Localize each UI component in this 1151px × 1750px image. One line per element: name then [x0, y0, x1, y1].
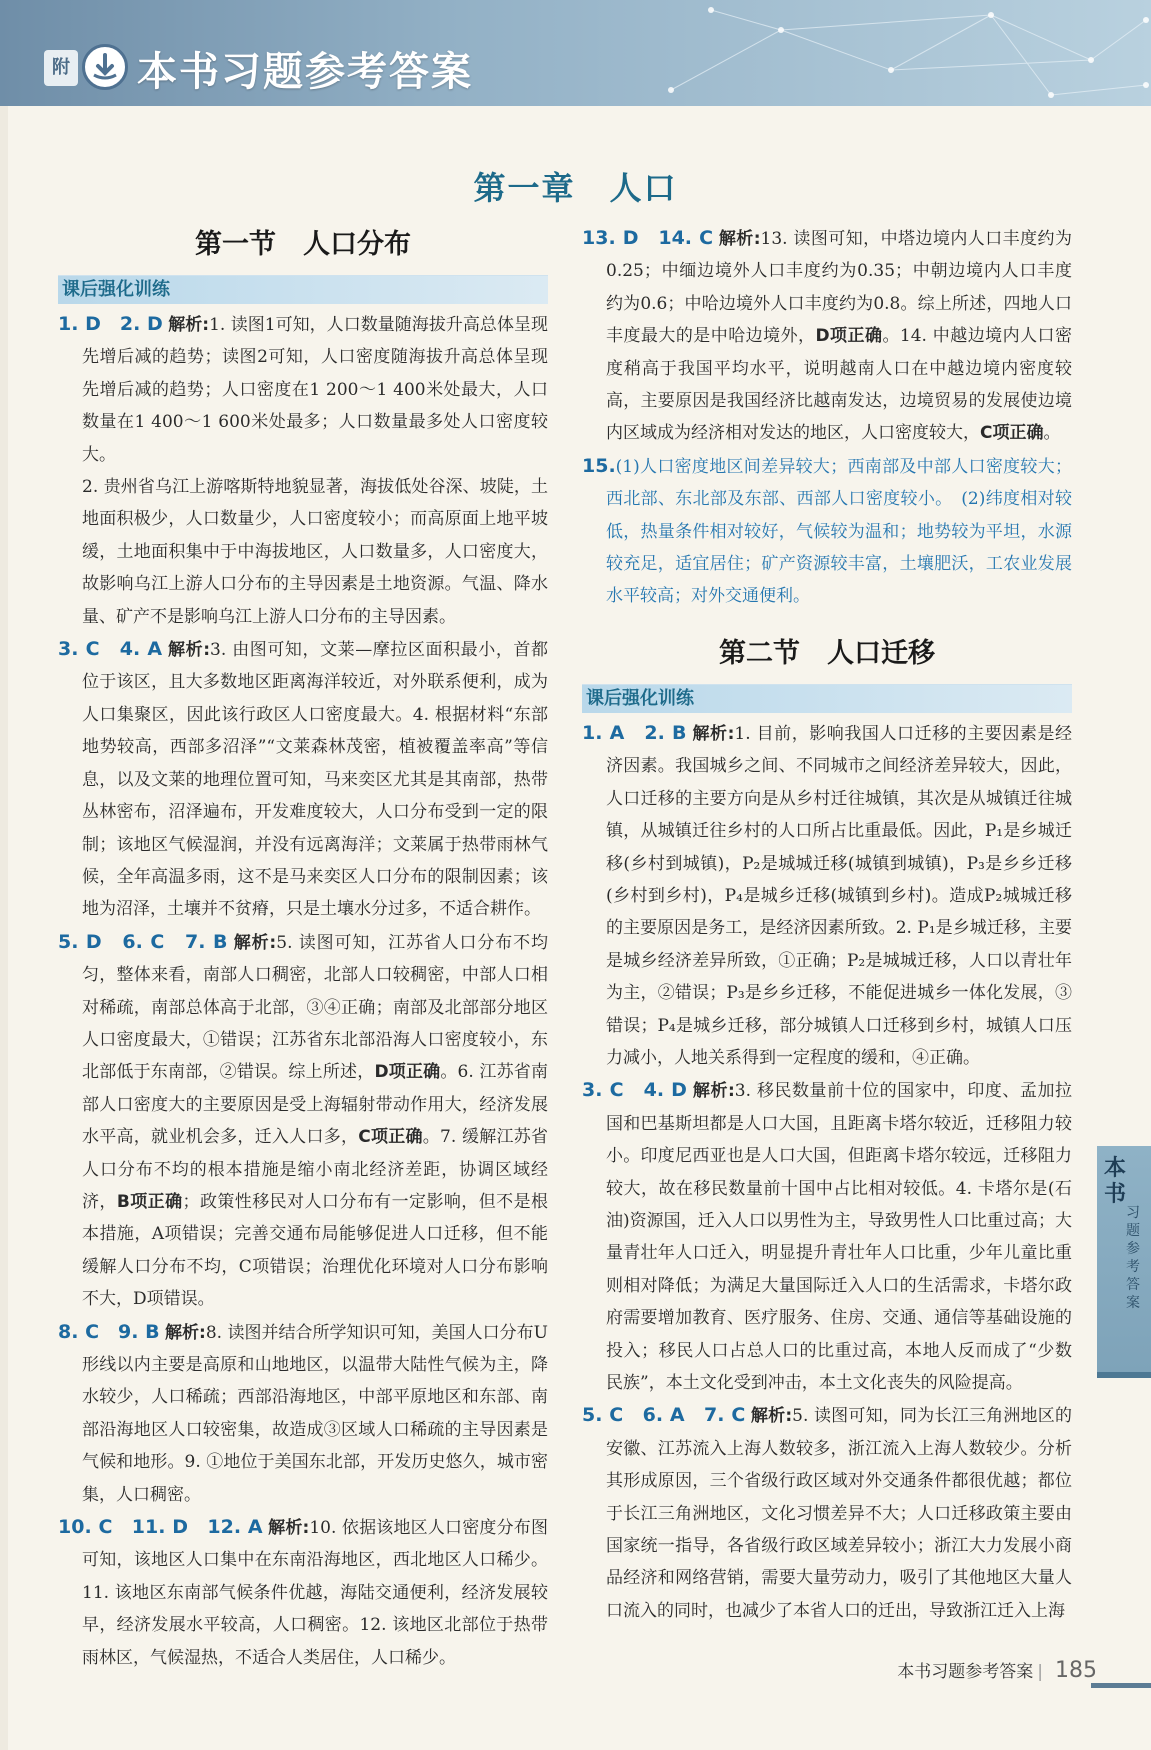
- answer-number: 10. C 11. D 12. A: [58, 1516, 263, 1539]
- answer-number: 1. A 2. B: [582, 721, 687, 744]
- page-footer: 本书习题参考答案 | 185: [897, 1658, 1097, 1683]
- section-title: 第二节 人口迁移: [719, 637, 935, 669]
- section-tag: 课后强化训练: [58, 275, 548, 304]
- answer-item: [58, 1316, 548, 1511]
- analysis-label: 解析:: [168, 315, 210, 335]
- answer-item: [58, 308, 548, 471]
- answer-text: 5. 读图可知，同为长江三角洲地区的安徽、江苏流入上海人数较多，浙江流入上海人数较少。分析其形成原因，三个省级行政区域对外交通条件都很优越；都位于长江三角洲地区，文化习惯差异不大；人口迁移政策主要由国家统一指导，各省级行政区域差异较小；浙江大力发展小商品经济和网络营销，需要大量劳动力，吸引了其他地区大量人口流入的同时，也减少了本省人口的迁出，导致浙江迁入上海: [606, 1406, 1072, 1621]
- answer-item: [58, 633, 548, 926]
- answer-number: 8. C 9. B: [58, 1320, 160, 1343]
- analysis-label: 解析:: [750, 1406, 793, 1427]
- network-decoration-icon: [631, 0, 1151, 106]
- page-edge: [0, 106, 8, 1750]
- answer-text: 1. 目前，影响我国人口迁移的主要因素是经济因素。我国城乡之间、不同城市之间经济差异较大，因此，人口迁移的主要方向是从乡村迁往城镇，其次是从城镇迁往城镇，从城镇迁往乡村的人口所占比重最低。因此，P₁是乡城迁移(乡村到城镇)，P₂是城城迁移(城镇到城镇)，P₃是乡乡迁移(乡村到乡村)，P₄是城乡迁移(城镇到乡村)。造成P₂城城迁移的主要原因是务工，是经济因素所致。2. P₁是乡城迁移，主要是城乡经济差异所致，①正确；P₂是城城迁移，人口以青壮年为主，②错误；P₃是乡乡迁移，不能促进城乡一体化发展，③错误；P₄是城乡迁移，部分城镇人口迁移到乡村，城镇人口压力减小，人地关系得到一定程度的缓和，④正确。: [606, 723, 1073, 1068]
- page-number: 185: [1055, 1658, 1097, 1683]
- section-tag: 课后强化训练: [582, 684, 1072, 713]
- key-answer: B项正确: [116, 1191, 183, 1212]
- header-banner: [0, 0, 1151, 106]
- answer-item: [58, 1511, 548, 1674]
- answer-number: 1. D 2. D: [58, 313, 163, 335]
- answer-text: 。14. 中越边境内人口密度稍高于我国平均水平，说明越南人口在中越边境内密度较高，主要原因是我国经济比越南发达，边境贸易的发展使边境内区域成为经济相对发达的地区，人口密度较大，: [606, 326, 1072, 444]
- answer-item: [582, 450, 1072, 613]
- analysis-label: 解析:: [692, 1081, 735, 1102]
- answer-text: (1)人口密度地区间差异较大；西南部及中部人口密度较大；西北部、东北部及东部、西部人口密度较小。 (2)纬度相对较低，热量条件相对较好，气候较为温和；地势较为平坦，水源较充足，适宜居住；矿产资源较丰富，土壤肥沃，工农业发展水平较高；对外交通便利。: [606, 456, 1072, 607]
- key-answer: C项正确: [980, 423, 1044, 444]
- answer-text: 3. 移民数量前十位的国家中，印度、孟加拉国和巴基斯坦都是人口大国，且距离卡塔尔较近，迁移阻力较小。印度尼西亚也是人口大国，但距离卡塔尔较远，迁移阻力较大，故在移民数量前十国中占比相对较低。4. 卡塔尔是(石油)资源国，迁入人口以男性为主，导致男性人口比重过高；大量青壮年人口迁入，明显提升青壮年人口比重，少年儿童比重则相对降低；为满足大量国际迁入人口的生活需求，卡塔尔政府需要增加教育、医疗服务、住房、交通、通信等基础设施的投入；移民人口占总人口的比重过高，本地人反而成了“少数民族”，本土文化受到冲击，本土文化丧失的风险提高。: [606, 1081, 1073, 1393]
- key-answer: D项正确: [815, 326, 883, 347]
- answer-text: 2. 贵州省乌江上游喀斯特地貌显著，海拔低处谷深、坡陡，土地面积极少，人口数量少，人口密度较小；而高原面上地平坡缓，土地面积集中于中海拔地区，人口数量多，人口密度大，故影响乌江上游人口分布的主导因素是土地资源。气温、降水量、矿产不是影响乌江上游人口分布的主导因素。: [82, 477, 548, 627]
- book-arrow-icon: [82, 44, 128, 90]
- answer-text: 5. 读图可知，江苏省人口分布不均匀，整体来看，南部人口稠密，北部人口较稠密，中部人口相对稀疏，南部总体高于北部，③④正确；南部及北部部分地区人口密度最大，①错误；江苏省东北部沿海人口密度较小，东北部低于东南部，②错误。综上所述，: [82, 932, 549, 1083]
- key-answer: D项正确: [374, 1062, 441, 1083]
- appendix-badge: 附: [44, 50, 78, 86]
- answer-text: 1. 读图1可知，人口数量随海拔升高总体呈现先增后减的趋势；读图2可知，人口密度随海拔升高总体呈现先增后减的趋势；人口密度在1 200～1 400米处最大，人口数量在1 400～1 600米处最多；人口数量最多处人口密度较大。: [82, 315, 548, 465]
- footer-rule: [1091, 1683, 1151, 1688]
- answer-number: 15.: [582, 454, 616, 477]
- analysis-label: 解析:: [718, 229, 761, 249]
- answer-item: [58, 926, 548, 1316]
- analysis-label: 解析:: [165, 1322, 206, 1343]
- side-tab-subtitle: 习题参考答案: [1126, 1205, 1140, 1311]
- answer-text: ；政策性移民对人口分布有一定影响，但不是根本措施，A项错误；完善交通布局能够促进人口迁移，但不能缓解人口分布不均，C项错误；治理优化环境对人口分布影响不大，D项错误。: [82, 1191, 549, 1310]
- key-answer: C项正确: [358, 1127, 423, 1148]
- answer-number: 3. C 4. D: [582, 1079, 687, 1102]
- answer-item: [582, 1399, 1072, 1627]
- answer-number: 5. C 6. A 7. C: [582, 1404, 746, 1427]
- answer-item: [582, 222, 1072, 450]
- banner-title: 本书习题参考答案: [137, 49, 473, 95]
- right-column: [582, 222, 1072, 1627]
- analysis-label: 解析:: [268, 1518, 310, 1539]
- left-column: [58, 222, 548, 1674]
- section-title: 第一节 人口分布: [195, 229, 411, 260]
- side-tab-title: 本书: [1104, 1156, 1127, 1207]
- answer-text: 13. 读图可知，中塔边境内人口丰度约为0.25；中缅边境外人口丰度约为0.35；中朝边境内人口丰度约为0.6；中哈边境外人口丰度约为0.8。综上所述，四地人口丰度最大的是中哈边境外，: [606, 229, 1072, 347]
- chapter-title: 第一章 人口: [473, 169, 678, 207]
- answer-item: [582, 717, 1072, 1074]
- analysis-label: 解析:: [233, 932, 277, 953]
- answer-text: 。: [1043, 423, 1061, 444]
- footer-text: 本书习题参考答案: [897, 1662, 1034, 1682]
- analysis-label: 解析:: [168, 640, 210, 661]
- side-tab: [1097, 1146, 1151, 1378]
- answer-text: 3. 由图可知，文莱—摩拉区面积最小，首都位于该区，且大多数地区距离海洋较近，对外联系便利，成为人口集聚区，因此该行政区人口密度最大。4. 根据材料“东部地势较高，西部多沼泽”“文莱森林茂密，植被覆盖率高”等信息，以及文莱的地理位置可知，马来奕区尤其是其南部，热带丛林密布，沼泽遍布，开发难度较大，人口分布受到一定的限制；该地区气候湿润，并没有远离海洋；文莱属于热带雨林气候，全年高温多雨，这不是马来奕区人口分布的限制因素；该地为沼泽，土壤并不贫瘠，只是土壤水分过多，不适合耕作。: [82, 640, 548, 920]
- answer-number: 3. C 4. A: [58, 638, 163, 661]
- answer-item: [58, 471, 548, 633]
- answer-number: 13. D 14. C: [582, 227, 714, 249]
- answer-item: [582, 1074, 1072, 1399]
- answer-text: 8. 读图并结合所学知识可知，美国人口分布U形线以内主要是高原和山地地区，以温带大陆性气候为主，降水较少，人口稀疏；西部沿海地区，中部平原地区和东部、南部沿海地区人口较密集，故造成③区域人口稀疏的主导因素是气候和地形。9. ①地位于美国东北部，开发历史悠久，城市密集，人口稠密。: [82, 1322, 548, 1505]
- answer-number: 5. D 6. C 7. B: [58, 930, 228, 953]
- answer-text: 。6. 江苏省南部人口密度大的主要原因是受上海辐射带动作用大，经济发展水平高，就业机会多，迁入人口多，: [82, 1062, 548, 1148]
- answer-text: 10. 依据该地区人口密度分布图可知，该地区人口集中在东南沿海地区，西北地区人口稀少。11. 该地区东南部气候条件优越，海陆交通便利，经济发展较早，经济发展水平较高，人口稠密。12. 该地区北部位于热带雨林区，气候湿热，不适合人类居住，人口稀少。: [82, 1518, 548, 1668]
- analysis-label: 解析:: [692, 723, 735, 744]
- answer-text: 。7. 缓解江苏省人口分布不均的根本措施是缩小南北经济差距，协调区域经济，: [82, 1127, 549, 1212]
